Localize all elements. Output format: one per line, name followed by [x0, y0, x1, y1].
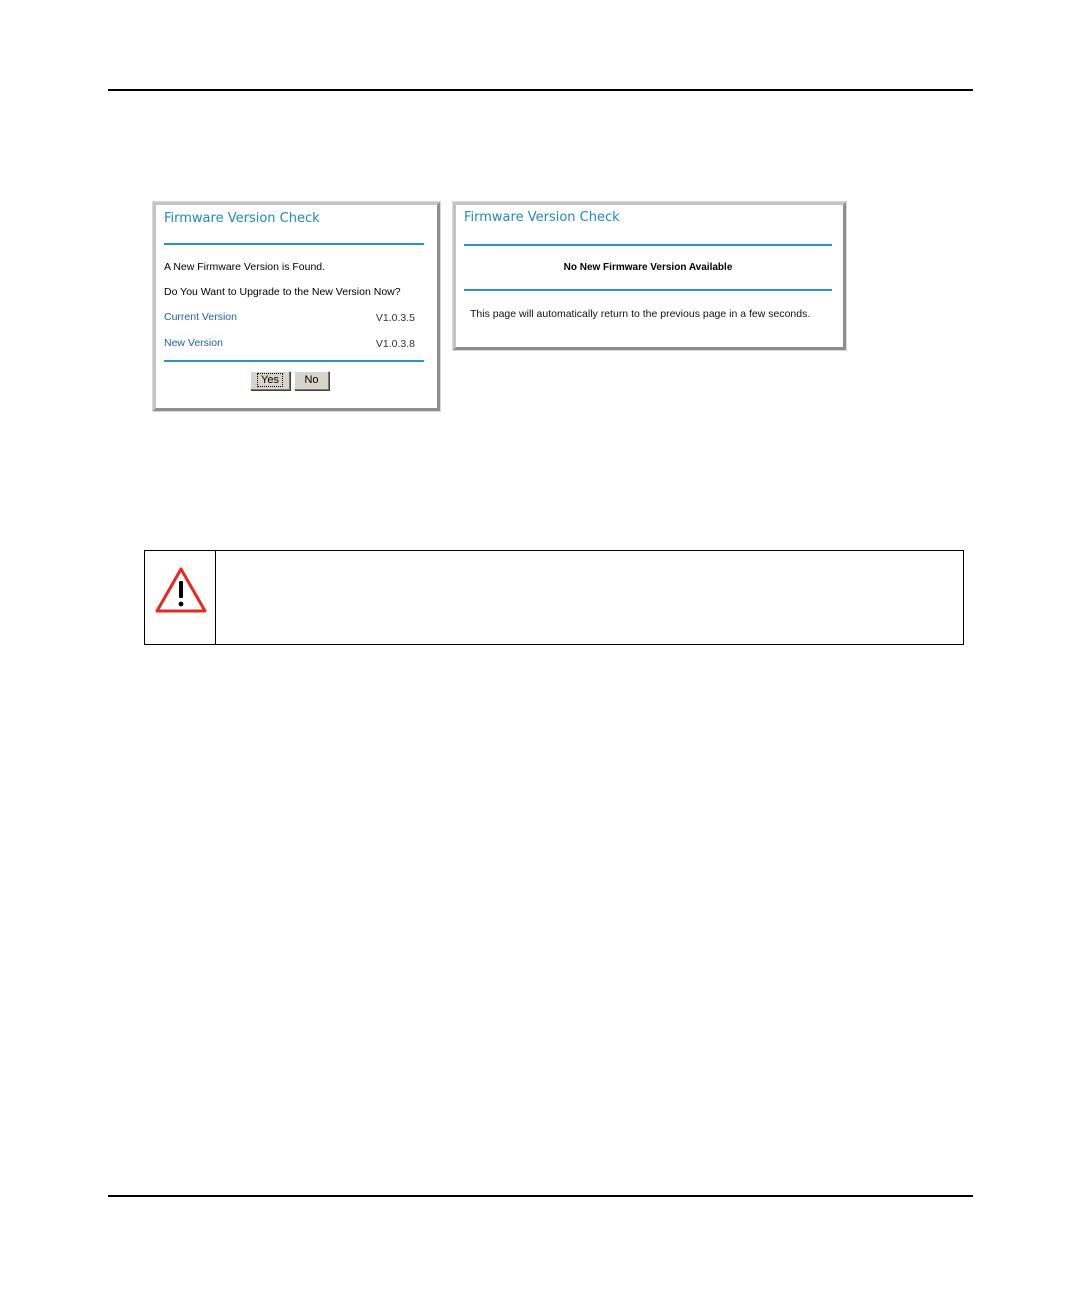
yes-button-label: Yes: [257, 373, 283, 387]
auto-return-note: This page will automatically return to the previous page in a few seconds.: [470, 308, 811, 320]
footer-divider: [164, 360, 424, 362]
current-version-value: V1.0.3.5: [375, 312, 415, 324]
status-divider: [464, 289, 832, 291]
firmware-update-available-panel: [153, 202, 440, 411]
panel-title: Firmware Version Check: [464, 210, 620, 225]
warning-callout: [144, 550, 964, 645]
found-message: A New Firmware Version is Found.: [164, 261, 326, 273]
title-divider: [164, 243, 424, 245]
new-version-value: V1.0.3.8: [375, 338, 415, 350]
warning-triangle-icon: [154, 566, 208, 614]
warning-icon-cell: [145, 551, 216, 644]
no-button[interactable]: No: [294, 371, 329, 390]
header-rule: [108, 89, 973, 91]
new-version-label: New Version: [164, 337, 223, 349]
yes-button[interactable]: [250, 371, 290, 390]
current-version-label: Current Version: [164, 311, 237, 323]
upgrade-question: Do You Want to Upgrade to the New Version Now?: [164, 286, 401, 298]
title-divider: [464, 244, 832, 246]
footer-rule: [108, 1195, 973, 1197]
firmware-up-to-date-panel: [453, 202, 846, 350]
no-update-status: No New Firmware Version Available: [563, 262, 733, 273]
panel-title: Firmware Version Check: [164, 211, 320, 226]
